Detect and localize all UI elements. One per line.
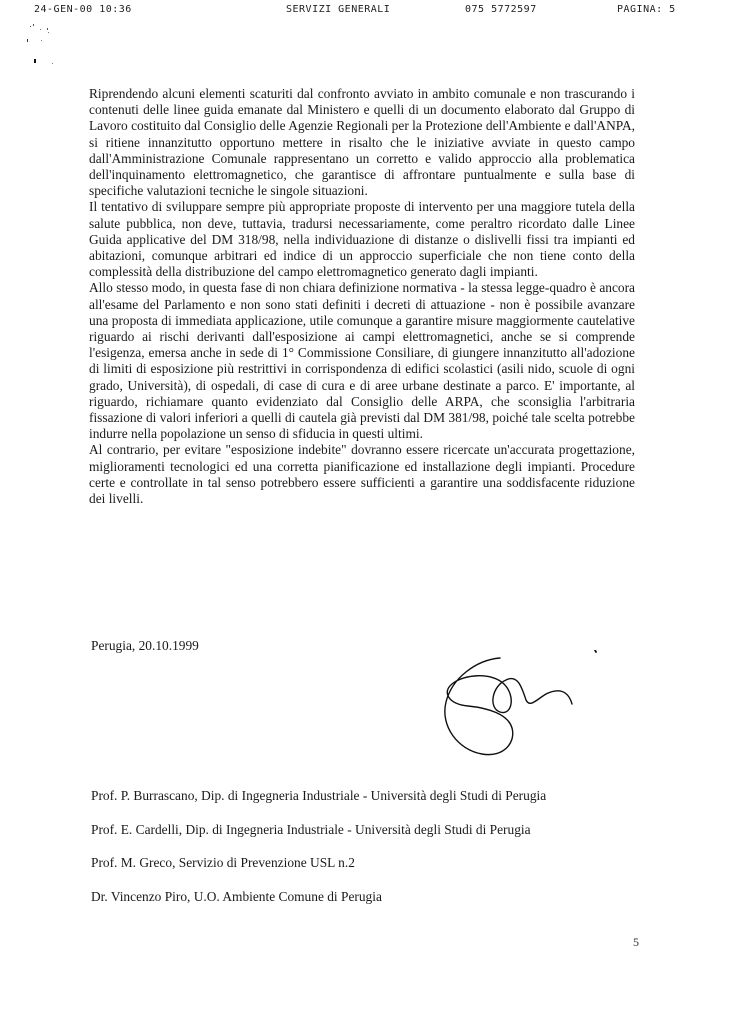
body-paragraph: Riprendendo alcuni elementi scaturiti dal confronto avviato in ambito comunale e non trascurando i contenuti delle linee guida emanate dal Ministero e quelli di un documento elaborato dal Gruppo di Lavoro costituito dal Consiglio delle Agenzie Regionali per la Protezione dell'Ambiente e dall'ANPA, si ritiene innanzitutto opportuno mettere in risalto che le iniziative avviate in questo campo dall'Amministrazione Comunale rappresentano un corretto e valido approccio alla problematica dell'inquinamento elettromagnetico, che garantisce di affrontare puntualmente e sulla base di specifiche valutazioni tecniche le singole situazioni. [89, 86, 635, 199]
scan-noise [0, 20, 80, 70]
signatory: Prof. E. Cardelli, Dip. di Ingegneria Industriale - Università degli Studi di Perugia [91, 821, 531, 837]
body-paragraph: Il tentativo di sviluppare sempre più appropriate proposte di intervento per una maggiore tutela della salute pubblica, non deve, tuttavia, tradursi necessariamente, come peraltro ricordato dalle Linee Guida applicative del DM 318/98, nella individuazione di distanze o dislivelli fissi tra impianti ed abitazioni, comunque arbitrari ed indice di un approccio superficiale che non tiene conto della complessità della distribuzione del campo elettromagnetico generato dagli impianti. [89, 199, 635, 280]
place-date: Perugia, 20.10.1999 [91, 638, 199, 653]
fax-page: PAGINA: 5 [617, 4, 676, 15]
body-paragraph: Allo stesso modo, in questa fase di non chiara definizione normativa - la stessa legge-quadro è ancora all'esame del Parlamento e non sono stati definiti i decreti di attuazione - non è possibile avanzare una proposta di immediata applicazione, utile comunque a garantire misure maggiormente cautelative riguardo ai rischi derivanti dall'esposizione ai campi elettromagnetici, anche se si comprende l'esigenza, emersa anche in sede di 1° Commissione Consiliare, di giungere innanzitutto all'adozione di limiti di esposizione più restrittivi in corrispondenza di edifici scolastici (asili nido, scuole di ogni grado, Università), di ospedali, di case di cura e di aree urbane destinate a parco. E' importante, al riguardo, richiamare quanto evidenziato dal Consiglio delle ARPA, che sconsiglia l'arbitraria fissazione di valori inferiori a quelli di cautela già previsti dal DM 381/98, poiché tale scelta potrebbe indurre nella popolazione un senso di sfiducia in questi ultimi. [89, 280, 635, 442]
signatory: Prof. M. Greco, Servizio di Prevenzione USL n.2 [91, 855, 355, 870]
signatory: Prof. P. Burrascano, Dip. di Ingegneria Industriale - Università degli Studi di Perugia [91, 788, 547, 803]
fax-header [0, 4, 750, 18]
fax-phone: 075 5772597 [465, 4, 537, 15]
letter-body [89, 86, 635, 507]
fax-sender: SERVIZI GENERALI [286, 4, 391, 15]
fax-datetime: 24-GEN-00 10:36 [34, 4, 132, 15]
signatories-list [91, 788, 631, 922]
signatory: Dr. Vincenzo Piro, U.O. Ambiente Comune di Perugia [91, 888, 382, 904]
body-paragraph: Al contrario, per evitare "esposizione indebite" dovranno essere ricercate un'accurata progettazione, miglioramenti tecnologici ed una corretta pianificazione ed installazione degli impianti. Procedure certe e controllate in tal senso potrebbero essere sufficienti a garantire una soddisfacente riduzione dei livelli. [89, 442, 635, 507]
page-number: 5 [633, 935, 639, 949]
handwritten-signature [438, 650, 608, 760]
